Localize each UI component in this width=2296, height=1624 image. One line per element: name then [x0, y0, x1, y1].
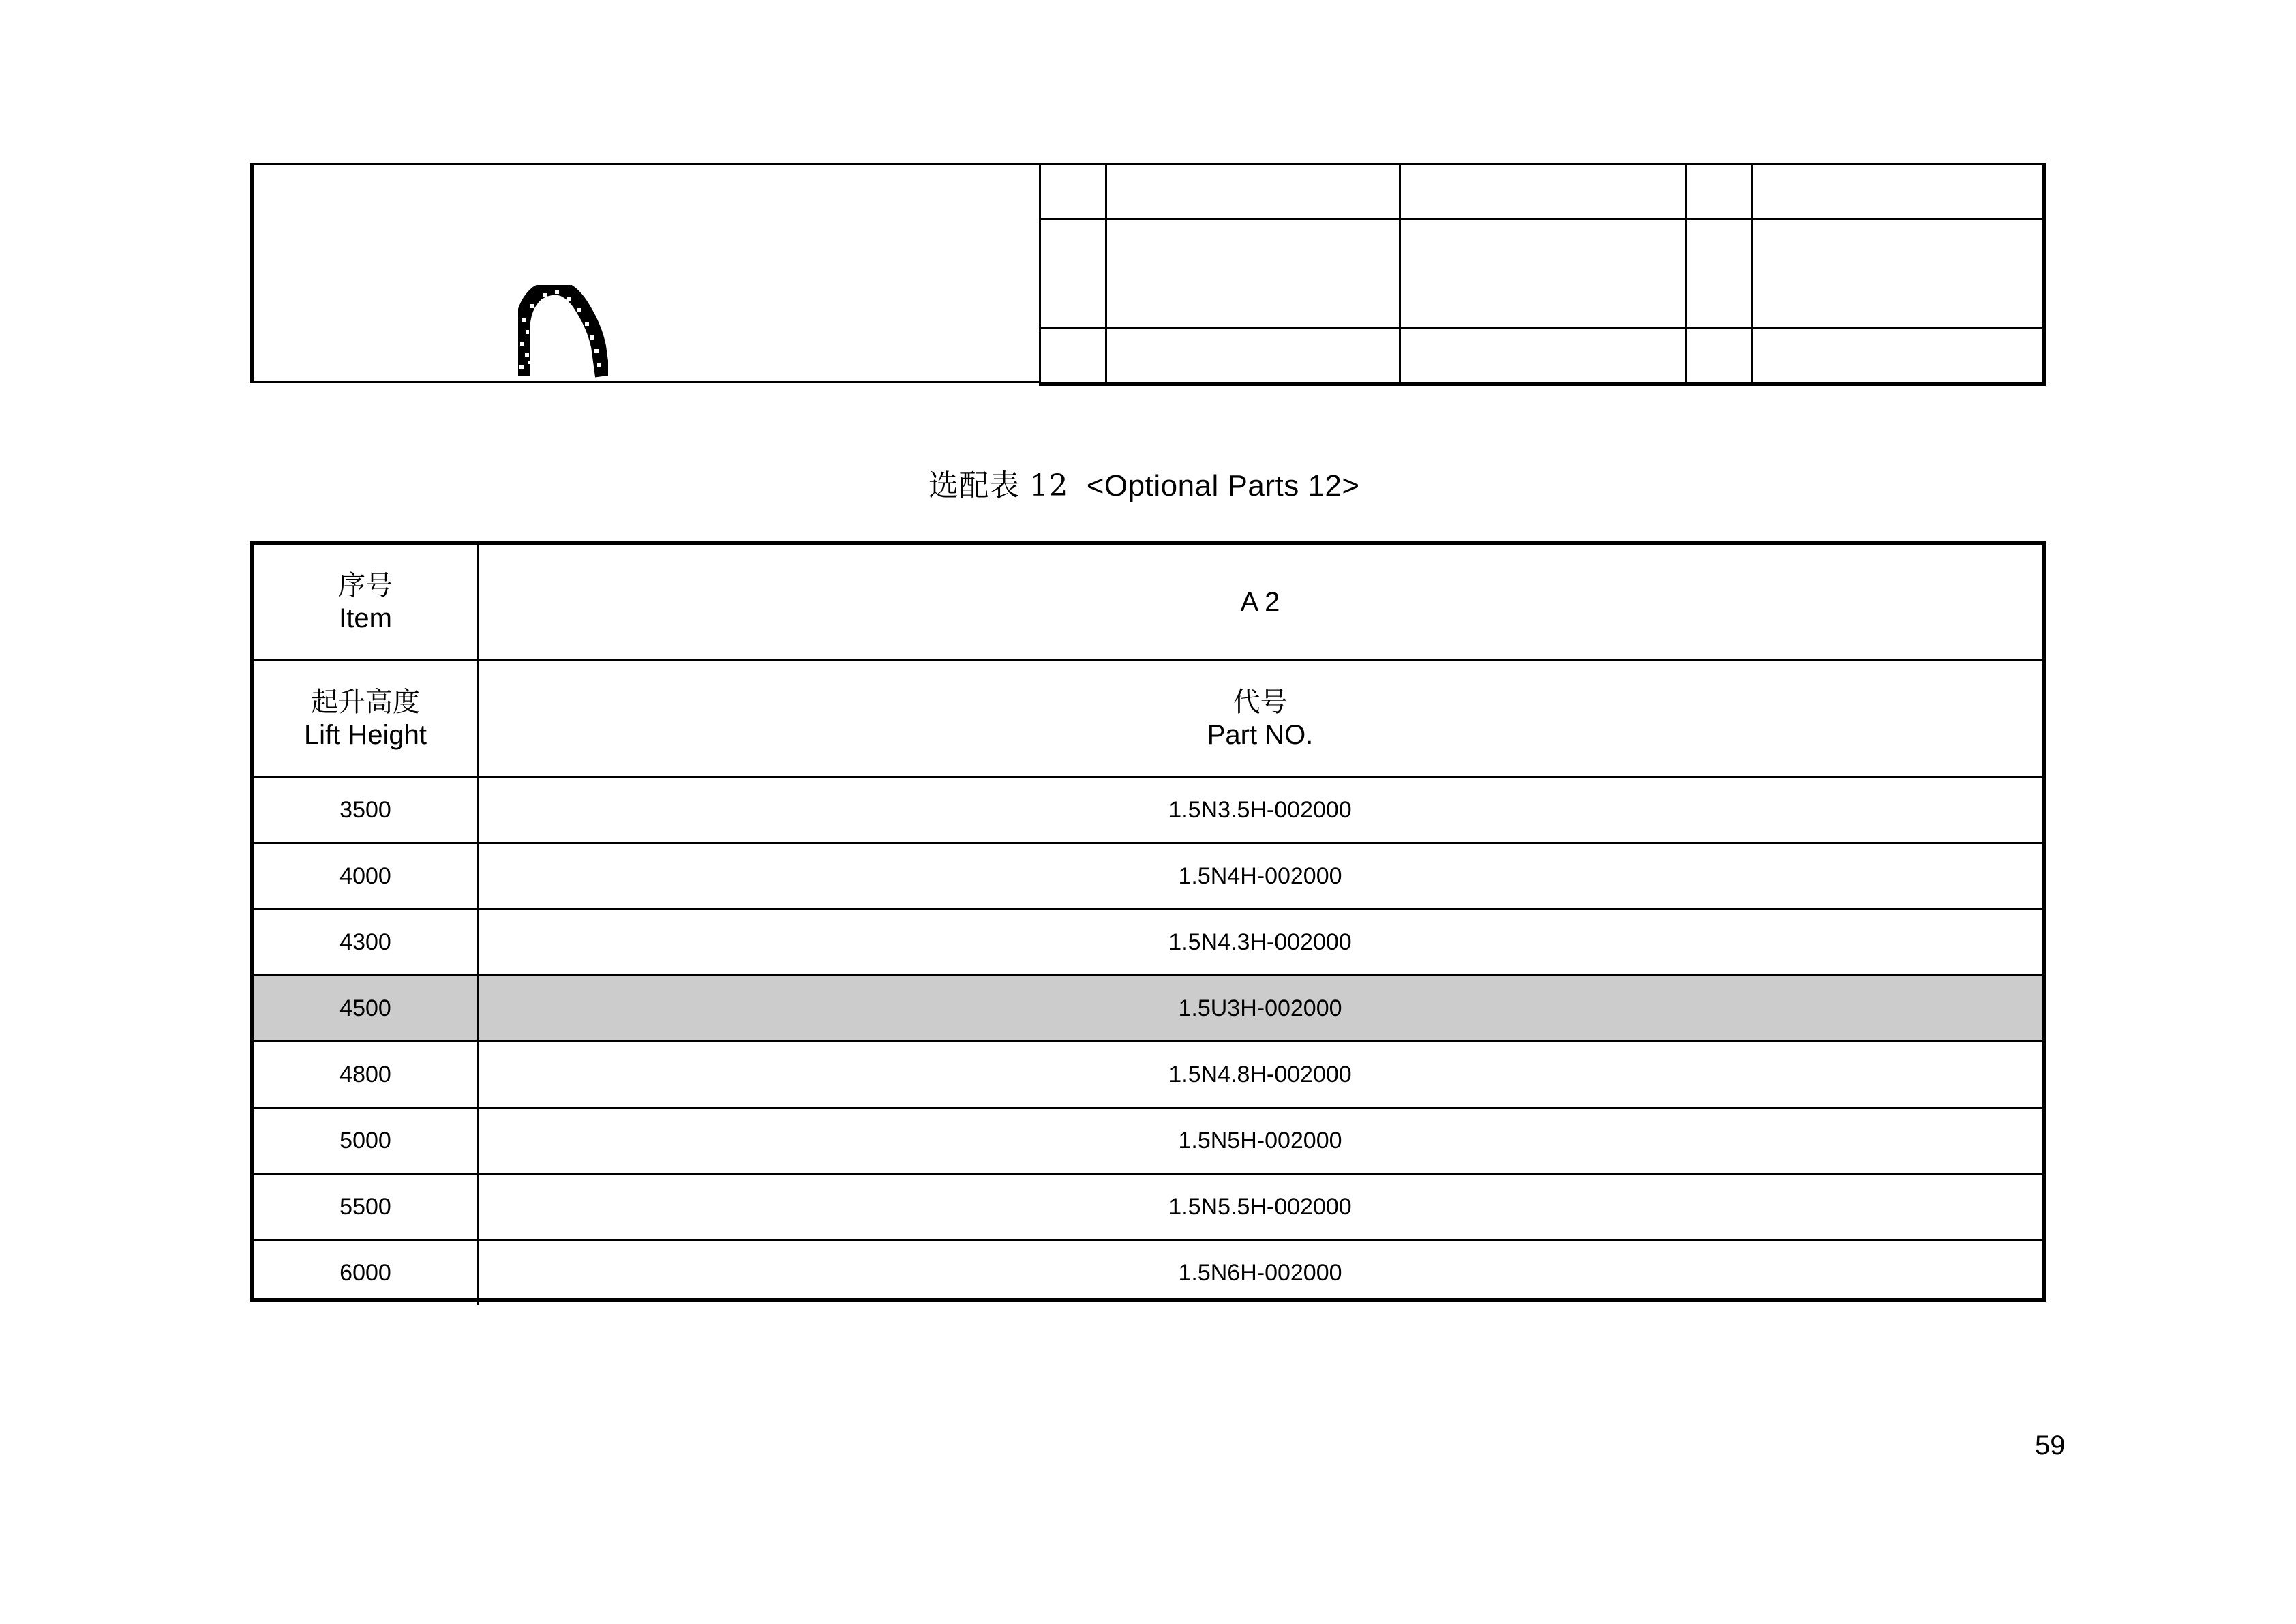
lift-height-cell: 6000 [254, 1240, 478, 1306]
upper-cell [1687, 165, 1752, 220]
header-item-zh: 序号 [338, 570, 393, 601]
caption-zh: 选配表 12 [928, 468, 1068, 503]
upper-cell [1040, 220, 1106, 328]
lift-height-cell: 5500 [254, 1174, 478, 1240]
header-part-en: Part NO. [1207, 720, 1314, 750]
upper-cell [1400, 220, 1687, 328]
table-row [254, 777, 2042, 843]
upper-table-illustration-cell [250, 163, 1039, 383]
optional-parts-table [250, 541, 2046, 1302]
upper-cell [1752, 220, 2043, 328]
header-part-no-cell [478, 661, 2042, 777]
part-no-cell: 1.5N6H-002000 [1178, 1259, 1342, 1286]
table-row [254, 1240, 2042, 1306]
upper-cell [1752, 328, 2043, 382]
table-row-highlighted [254, 976, 2042, 1042]
upper-cell [1040, 328, 1106, 382]
header-item-value: A 2 [478, 545, 2042, 661]
upper-cell [1400, 328, 1687, 382]
upper-cell [1400, 165, 1687, 220]
upper-cell [1752, 165, 2043, 220]
header-lift-en: Lift Height [303, 720, 427, 750]
page-number: 59 [2035, 1430, 2066, 1460]
table-row [254, 843, 2042, 909]
caption-en: <Optional Parts 12> [1086, 469, 1360, 502]
part-no-cell: 1.5N4.8H-002000 [478, 1042, 2042, 1108]
part-no-cell: 1.5N4H-002000 [478, 843, 2042, 909]
chain-icon [518, 285, 608, 378]
upper-cell [1106, 165, 1400, 220]
upper-cell [1040, 165, 1106, 220]
header-item-en: Item [339, 603, 392, 633]
lift-height-cell: 5000 [254, 1108, 478, 1174]
upper-cell [1106, 220, 1400, 328]
part-no-cell: 1.5N5H-002000 [478, 1108, 2042, 1174]
part-no-cell: 1.5U3H-002000 [478, 976, 2042, 1042]
table-row [254, 1174, 2042, 1240]
lift-height-cell: 3500 [254, 777, 478, 843]
upper-cell [1687, 220, 1752, 328]
lift-height-cell: 4800 [254, 1042, 478, 1108]
header-item-cell [254, 545, 478, 661]
header-lift-zh: 起升高度 [311, 687, 420, 718]
header-row-columns [254, 661, 2042, 777]
header-row-item [254, 545, 2042, 661]
upper-cell [1687, 328, 1752, 382]
header-lift-height-cell [254, 661, 478, 777]
part-no-cell: 1.5N4.3H-002000 [478, 909, 2042, 976]
part-no-cell: 1.5N5.5H-002000 [478, 1174, 2042, 1240]
table-row [254, 1108, 2042, 1174]
upper-cell [1106, 328, 1400, 382]
part-no-cell: 1.5N3.5H-002000 [478, 777, 2042, 843]
lift-height-cell: 4500 [254, 976, 478, 1042]
table-row [254, 909, 2042, 976]
lift-height-cell: 4000 [254, 843, 478, 909]
upper-table-grid [1039, 163, 2046, 386]
table-row [254, 1042, 2042, 1108]
lift-height-cell: 4300 [254, 909, 478, 976]
header-part-zh: 代号 [1233, 687, 1288, 718]
table-caption [928, 461, 1360, 505]
